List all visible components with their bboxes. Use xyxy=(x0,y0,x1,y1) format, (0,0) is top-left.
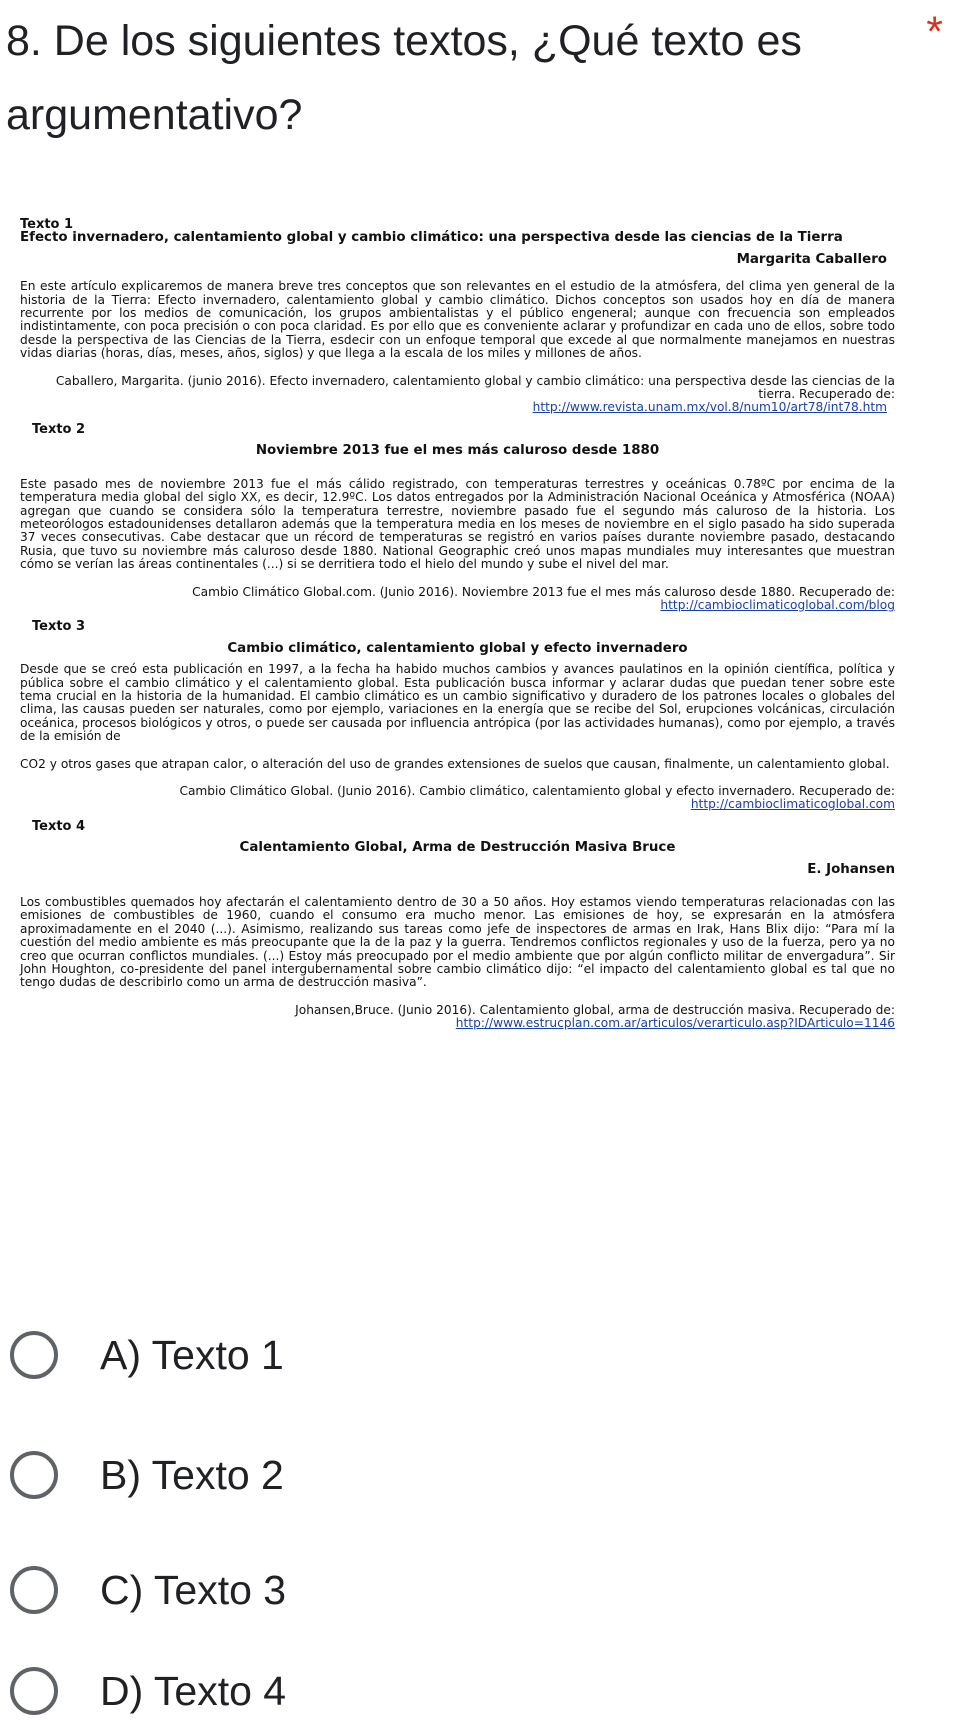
radio-circle-icon[interactable] xyxy=(10,1566,58,1614)
question-image xyxy=(20,218,895,1031)
option-b-label: B) Texto 2 xyxy=(100,1451,284,1498)
text-3-title: Cambio climático, calentamiento global y efecto invernadero xyxy=(227,640,688,656)
text-3-citation: Cambio Climático Global. (Junio 2016). Cambio climático, calentamiento global y efecto invernadero. Recuperado de: xyxy=(179,784,895,798)
option-d-label: D) Texto 4 xyxy=(100,1667,287,1714)
option-a-label: A) Texto 1 xyxy=(100,1331,284,1378)
text-2-link[interactable]: http://cambioclimaticoglobal.com/blog xyxy=(660,597,895,612)
option-c-label: C) Texto 3 xyxy=(100,1566,287,1613)
text-4-body: Los combustibles quemados hoy afectarán el calentamiento dentro de 30 a 50 años. Hoy estamos viendo temperaturas relacionadas con las emisiones de combustibles de 1960, cuando el consumo era mucho menor. Las emisiones de hoy, se expresarán en la atmósfera aproximadamente en el 2040 (...). Asimismo, realizando sus tareas como jefe de inspectores de armas en Irak, Hans Blix dijo: “Para mí la cuestión del medio ambiente es más preocupante que la de la paz y la guerra. Tendremos conflictos regionales y uso de la fuerza, pero ya no creo que ocurran conflictos mundiales. (...) Estoy más preocupado por el medio ambiente que por algún conflicto militar de envergadura”. Sir John Houghton, co-presidente del panel intergubernamental sobre cambio climático dijo: “el impacto del calentamiento global es tal que no tengo dudas de describirlo como un arma de destrucción masiva”. xyxy=(20,895,895,990)
text-2-title: Noviembre 2013 fue el mes más caluroso desde 1880 xyxy=(255,443,660,459)
text-3-body-continued: CO2 y otros gases que atrapan calor, o alteración del uso de grandes extensiones de suelos que causan, finalmente, un calentamiento global. xyxy=(20,756,890,771)
option-d[interactable] xyxy=(10,1656,510,1726)
text-1-body: En este artículo explicaremos de manera breve tres conceptos que son relevantes en el estudio de la atmósfera, del clima yen general de la historia de la Tierra: Efecto invernadero, calentamiento global y cambio climático. Dichos conceptos son usados hoy en día de manera recurrente por los medios de comunicación, los grupos ambientalistas y el público engeneral; aunque con frecuencia son empleados indistintamente, con poca precisión o con poca claridad. Es por ello que es conveniente aclarar y profundizar en cada uno de ellos, sobre todo desde la perspectiva de las Ciencias de la Tierra, esdecir con un enfoque temporal que excede al que normalmente manejamos en nuestras vidas diarias (horas, días, meses, años, siglos) y que llega a la escala de los miles y millones de años. xyxy=(20,279,895,361)
required-mark: * xyxy=(926,8,943,56)
option-a[interactable] xyxy=(10,1320,510,1390)
text-4-title: Calentamiento Global, Arma de Destrucción Masiva Bruce xyxy=(239,840,676,856)
text-3-body: Desde que se creó esta publicación en 1997, a la fecha ha habido muchos cambios y avances paulatinos en la opinión científica, política y pública sobre el cambio climático y el calentamiento global. Esta publicación busca informar y aclarar dudas que puedan tener sobre este tema crucial en la historia de la humanidad. El cambio climático es un cambio significativo y duradero de los patrones locales o globales del clima, las causas pueden ser naturales, como por ejemplo, variaciones en la energía que se recibe del Sol, erupciones volcánicas, circulación oceánica, procesos biológicos y otros, o puede ser causada por influencia antrópica (por las actividades humanas), como por ejemplo, a través de la emisión de xyxy=(20,662,895,744)
text-4-link[interactable]: http://www.estrucplan.com.ar/articulos/verarticulo.asp?IDArticulo=1146 xyxy=(455,1016,895,1031)
option-b[interactable] xyxy=(10,1440,510,1510)
text-3-label: Texto 3 xyxy=(32,619,86,635)
question-title: 8. De los siguientes textos, ¿Qué texto es argumentativo? xyxy=(6,17,802,139)
text-2-citation: Cambio Climático Global.com. (Junio 2016). Noviembre 2013 fue el mes más caluroso desde 1880. Recuperado de: xyxy=(192,584,895,599)
text-1-author: Margarita Caballero xyxy=(736,251,887,267)
radio-circle-icon[interactable] xyxy=(10,1331,58,1379)
radio-circle-icon[interactable] xyxy=(10,1451,58,1499)
text-1-citation: Caballero, Margarita. (junio 2016). Efecto invernadero, calentamiento global y cambio climático: una perspectiva desde las ciencias de la tierra. Recuperado de: xyxy=(55,373,895,402)
text-4-label: Texto 4 xyxy=(32,818,86,834)
text-4-author: E. Johansen xyxy=(807,861,895,877)
radio-circle-icon[interactable] xyxy=(10,1667,58,1715)
text-1-link[interactable]: http://www.revista.unam.mx/vol.8/num10/art78/int78.htm xyxy=(532,400,887,415)
text-1-label: Texto 1 xyxy=(20,217,74,232)
text-4-citation: Johansen,Bruce. (Junio 2016). Calentamiento global, arma de destrucción masiva. Recuperado de: xyxy=(295,1002,895,1017)
text-2-label: Texto 2 xyxy=(32,421,86,437)
text-1-title: Efecto invernadero, calentamiento global y cambio climático: una perspectiva desde las ciencias de la Tierra xyxy=(20,230,843,246)
text-3-link[interactable]: http://cambioclimaticoglobal.com xyxy=(690,797,895,812)
text-2-body: Este pasado mes de noviembre 2013 fue el más cálido registrado, con temperaturas terrestres y oceánicas 0.78ºC por encima de la temperatura media global del siglo XX, es decir, 12.9ºC. Los datos entregados por la Administración Nacional Oceánica y Atmosférica (NOAA) agregan que cuando se considera sólo la temperatura terrestre, noviembre pasado fue el segundo más caluroso de la historia. Los meteorólogos estadounidenses detallaron además que la temperatura media en los meses de noviembre en el siglo pasado ha sido superada 37 veces consecutivas. Cabe destacar que un récord de temperaturas se registró en varios países durante noviembre pasado, destacando Rusia, que tuvo su noviembre más caluroso desde 1880. National Geographic creó unos mapas mundiales muy interesantes que muestran cómo se verían las áreas continentales (...) si se derritiera todo el hielo del mundo y sube el nivel del mar. xyxy=(20,476,895,572)
option-c[interactable] xyxy=(10,1555,510,1625)
